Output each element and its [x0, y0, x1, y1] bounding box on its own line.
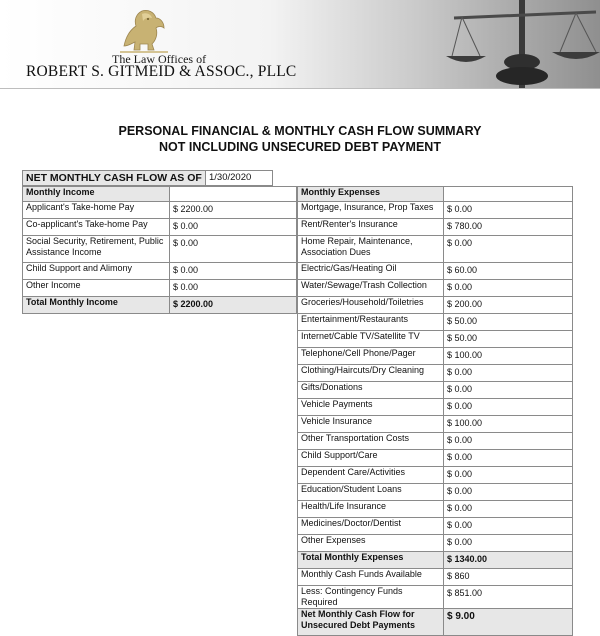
table-row	[298, 219, 573, 236]
expense-label: Telephone/Cell Phone/Pager	[298, 348, 444, 365]
table-row	[298, 365, 573, 382]
table-row	[298, 416, 573, 433]
income-label: Applicant's Take-home Pay	[23, 202, 170, 219]
lion-logo-icon	[118, 6, 172, 54]
document-subtitle: NOT INCLUDING UNSECURED DEBT PAYMENT	[159, 140, 441, 154]
table-row	[298, 501, 573, 518]
table-row	[298, 263, 573, 280]
expense-value: $ 0.00	[444, 365, 573, 382]
expense-label: Medicines/Doctor/Dentist	[298, 518, 444, 535]
income-label: Social Security, Retirement, Public Assistance Income	[23, 236, 170, 263]
expense-label: Home Repair, Maintenance, Association Dues	[298, 236, 444, 263]
expense-value: $ 0.00	[444, 501, 573, 518]
expense-label: Dependent Care/Activities	[298, 467, 444, 484]
expense-value: $ 50.00	[444, 314, 573, 331]
table-row	[298, 467, 573, 484]
cash-available-value: $ 860	[444, 569, 573, 586]
income-label: Child Support and Alimony	[23, 263, 170, 280]
table-row	[298, 331, 573, 348]
expense-value: $ 0.00	[444, 236, 573, 263]
table-row	[23, 280, 297, 297]
scales-of-justice-icon	[440, 0, 600, 88]
income-value: $ 0.00	[170, 263, 297, 280]
expense-value: $ 0.00	[444, 518, 573, 535]
expense-label: Water/Sewage/Trash Collection	[298, 280, 444, 297]
expense-label: Vehicle Payments	[298, 399, 444, 416]
table-row	[298, 518, 573, 535]
expense-label: Other Expenses	[298, 535, 444, 552]
table-row	[298, 348, 573, 365]
expense-label: Mortgage, Insurance, Prop Taxes	[298, 202, 444, 219]
table-row	[298, 535, 573, 552]
table-row	[23, 202, 297, 219]
expense-value: $ 60.00	[444, 263, 573, 280]
table-row	[298, 297, 573, 314]
table-row	[298, 450, 573, 467]
expense-value: $ 100.00	[444, 348, 573, 365]
expense-value: $ 0.00	[444, 202, 573, 219]
table-row	[23, 187, 297, 202]
expense-label: Groceries/Household/Toiletries	[298, 297, 444, 314]
table-row	[298, 314, 573, 331]
expense-value: $ 0.00	[444, 450, 573, 467]
table-row	[298, 569, 573, 586]
table-row	[298, 399, 573, 416]
table-row	[298, 382, 573, 399]
income-total-label: Total Monthly Income	[23, 297, 170, 314]
net-flow-table	[22, 170, 273, 186]
table-row	[298, 236, 573, 263]
income-value: $ 0.00	[170, 280, 297, 297]
table-row	[298, 202, 573, 219]
table-row	[298, 552, 573, 569]
table-row	[298, 433, 573, 450]
expense-label: Internet/Cable TV/Satellite TV	[298, 331, 444, 348]
table-row	[298, 586, 573, 609]
expense-label: Gifts/Donations	[298, 382, 444, 399]
table-row	[298, 484, 573, 501]
income-value: $ 0.00	[170, 236, 297, 263]
income-total-value: $ 2200.00	[170, 297, 297, 314]
expense-label: Entertainment/Restaurants	[298, 314, 444, 331]
document-title: PERSONAL FINANCIAL & MONTHLY CASH FLOW SUMMARY	[118, 124, 482, 138]
table-row	[298, 187, 573, 202]
income-value: $ 0.00	[170, 219, 297, 236]
expenses-total-label: Total Monthly Expenses	[298, 552, 444, 569]
expense-value: $ 0.00	[444, 535, 573, 552]
expense-value: $ 200.00	[444, 297, 573, 314]
net-cash-flow-label: Net Monthly Cash Flow for Unsecured Debt Payments	[298, 609, 444, 636]
net-cash-flow-value: $ 9.00	[444, 609, 573, 636]
table-row	[298, 280, 573, 297]
table-row	[23, 263, 297, 280]
income-label: Other Income	[23, 280, 170, 297]
expense-value: $ 0.00	[444, 484, 573, 501]
expense-label: Vehicle Insurance	[298, 416, 444, 433]
expense-value: $ 0.00	[444, 467, 573, 484]
expenses-total-value: $ 1340.00	[444, 552, 573, 569]
expense-label: Child Support/Care	[298, 450, 444, 467]
firm-prefix: The Law Offices of	[112, 52, 207, 66]
expense-value: $ 0.00	[444, 433, 573, 450]
income-table	[22, 186, 297, 314]
letterhead	[0, 0, 600, 89]
expenses-table	[297, 186, 573, 636]
income-value: $ 2200.00	[170, 202, 297, 219]
cash-available-label: Monthly Cash Funds Available	[298, 569, 444, 586]
net-flow-label: NET MONTHLY CASH FLOW AS OF	[23, 171, 206, 186]
expense-label: Electric/Gas/Heating Oil	[298, 263, 444, 280]
net-flow-date: 1/30/2020	[206, 171, 273, 186]
table-row	[298, 609, 573, 636]
expense-value: $ 0.00	[444, 280, 573, 297]
table-row	[23, 297, 297, 314]
expense-label: Rent/Renter's Insurance	[298, 219, 444, 236]
income-header: Monthly Income	[23, 187, 170, 202]
expense-label: Health/Life Insurance	[298, 501, 444, 518]
income-label: Co-applicant's Take-home Pay	[23, 219, 170, 236]
table-row	[23, 219, 297, 236]
expense-label: Other Transportation Costs	[298, 433, 444, 450]
expenses-header: Monthly Expenses	[298, 187, 444, 202]
expense-value: $ 0.00	[444, 382, 573, 399]
expense-label: Education/Student Loans	[298, 484, 444, 501]
expense-label: Clothing/Haircuts/Dry Cleaning	[298, 365, 444, 382]
table-row	[23, 236, 297, 263]
expense-value: $ 50.00	[444, 331, 573, 348]
contingency-value: $ 851.00	[444, 586, 573, 609]
expense-value: $ 100.00	[444, 416, 573, 433]
expense-value: $ 780.00	[444, 219, 573, 236]
firm-name: ROBERT S. GITMEID & ASSOC., PLLC	[26, 63, 297, 80]
contingency-label: Less: Contingency Funds Required	[298, 586, 444, 609]
expense-value: $ 0.00	[444, 399, 573, 416]
